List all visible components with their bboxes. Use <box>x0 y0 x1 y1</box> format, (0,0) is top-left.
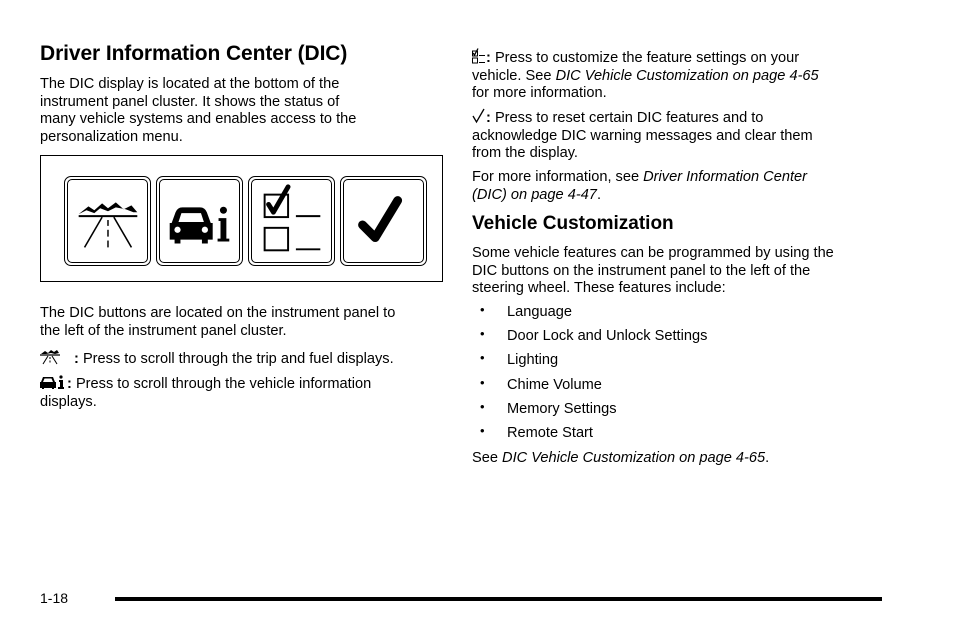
dic-buttons-illustration <box>40 155 443 282</box>
features-list <box>472 304 707 449</box>
separator-colon: : <box>486 110 491 126</box>
cross-reference-link[interactable]: (DIC) on page 4-47 <box>472 186 597 203</box>
buttons-location-paragraph <box>40 305 395 340</box>
checkbox-list-icon <box>472 48 486 64</box>
vehicle-info-button-illustration <box>156 176 243 266</box>
intro-line: The DIC display is located at the bottom of the <box>40 76 340 92</box>
features-line: Some vehicle features can be programmed by using the <box>472 245 834 261</box>
buttons-line: The DIC buttons are located on the instrument panel to <box>40 305 396 321</box>
page-number: 1-18 <box>40 590 69 606</box>
intro-line: many vehicle systems and enables access to the <box>40 111 357 128</box>
punctuation: . <box>765 450 770 466</box>
road-icon <box>65 177 150 265</box>
customize-button-illustration <box>248 176 335 266</box>
features-line: DIC buttons on the instrument panel to the left of the <box>472 262 811 279</box>
buttons-line: the left of the instrument panel cluster. <box>40 322 287 339</box>
see-also-text: See <box>472 450 503 466</box>
check-mark-icon <box>472 108 486 124</box>
list-item: • Language <box>472 304 707 328</box>
customize-text: for more information. <box>472 85 607 102</box>
separator-colon: : <box>486 50 491 66</box>
vehicle-info-text: displays. <box>40 393 97 410</box>
intro-line: instrument panel cluster. It shows the status of <box>40 93 340 110</box>
reset-text: acknowledge DIC warning messages and clear them <box>472 127 813 144</box>
section-title: Driver Information Center (DIC) <box>40 42 348 65</box>
list-item: • Door Lock and Unlock Settings <box>472 328 707 352</box>
separator-colon: : <box>67 376 72 392</box>
trip-button-description <box>40 349 394 369</box>
punctuation: . <box>596 186 601 203</box>
reset-text: from the display. <box>472 145 578 162</box>
subsection-title: Vehicle Customization <box>472 213 674 234</box>
cross-reference-link[interactable]: DIC Vehicle Customization on page 4-65 <box>502 450 766 466</box>
cross-reference-link[interactable]: Driver Information Center <box>643 169 807 185</box>
intro-line: personalization menu. <box>40 128 183 145</box>
list-item: • Remote Start <box>472 425 707 449</box>
trip-button-text: Press to scroll through the trip and fuel displays. <box>82 351 394 367</box>
car-info-icon <box>157 177 242 265</box>
list-item: • Memory Settings <box>472 401 707 425</box>
reset-text: Press to reset certain DIC features and to <box>494 110 764 126</box>
more-info-text: For more information, see <box>472 169 644 185</box>
list-item: • Lighting <box>472 352 707 376</box>
car-info-icon <box>40 374 67 390</box>
road-icon <box>40 349 74 365</box>
list-item: • Chime Volume <box>472 377 707 401</box>
trip-fuel-button-illustration <box>64 176 151 266</box>
see-also-paragraph <box>472 450 769 468</box>
check-mark-icon <box>341 177 426 265</box>
cross-reference-link[interactable]: DIC Vehicle Customization on page 4-65 <box>555 67 819 84</box>
checkbox-list-icon <box>249 177 334 265</box>
more-info-paragraph <box>472 169 807 204</box>
intro-paragraph <box>40 76 356 146</box>
footer-rule <box>115 597 882 601</box>
customize-button-description <box>472 48 819 103</box>
reset-button-illustration <box>340 176 427 266</box>
vehicle-info-button-description <box>40 374 371 411</box>
features-intro-paragraph <box>472 245 834 298</box>
customize-text: vehicle. See <box>472 67 556 84</box>
features-line: steering wheel. These features include: <box>472 280 726 297</box>
vehicle-info-text: Press to scroll through the vehicle information <box>75 376 372 392</box>
reset-button-description <box>472 108 813 163</box>
customize-text: Press to customize the feature settings on your <box>494 50 800 66</box>
separator-colon: : <box>74 351 79 367</box>
